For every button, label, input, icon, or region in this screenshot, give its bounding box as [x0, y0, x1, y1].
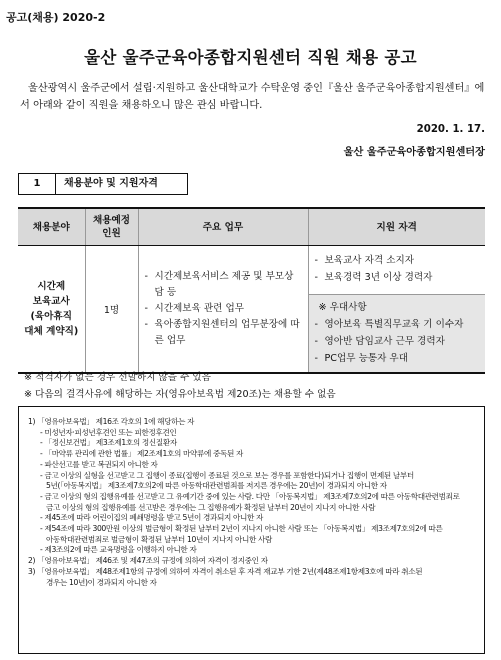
pref-item: - PC업무 능통자 우대 [314, 353, 408, 364]
law-item: - 제45조에 따라 어린이집의 폐쇄명령을 받고 5년이 경과되지 아니한 자 [40, 513, 264, 523]
page-title: 울산 울주군육아종합지원센터 직원 채용 공고 [84, 48, 417, 67]
header-duties: 주요 업무 [138, 208, 308, 246]
law-item: - 제3조의2에 따른 교육명령을 이행하지 아니한 자 [40, 545, 197, 555]
pref-item: - 영아반 담임교사 근무 경력자 [314, 336, 445, 347]
law-item: - 금고 이상의 실형을 선고받고 그 집행이 종료(집행이 종료된 것으로 보는 경우를 포함한다)되거나 집행이 면제된 날부터 [40, 470, 414, 480]
header-field: 채용분야 [18, 208, 85, 246]
cell-count: 1명 [85, 246, 138, 374]
section-title: 채용분야 및 지원자격 [64, 178, 158, 189]
header-quals: 지원 자격 [308, 208, 485, 246]
header-count-line1: 채용예정 [92, 215, 131, 226]
table-row [18, 246, 485, 374]
cell-quals [308, 246, 485, 374]
preferences-title: ※ 우대사항 [318, 302, 367, 313]
notice-number: 공고(채용) 2020-2 [6, 11, 106, 24]
header-count-line2: 인원 [102, 228, 121, 239]
qual-item: - 보육경력 3년 이상 경력자 [314, 272, 433, 283]
header-count [85, 208, 138, 246]
law-item: 2) 「영유아보육법」 제46조 및 제47조의 규정에 의하여 자격이 정지중인 자 [28, 556, 268, 566]
law-item: - 파산선고를 받고 복권되지 아니한 자 [40, 459, 158, 469]
duty-item: - 육아종합지원센터의 업무분장에 따른 업무 [144, 319, 300, 346]
field-line: 시간제 [37, 281, 66, 292]
section-number: 1 [19, 174, 56, 194]
recruitment-table [18, 207, 485, 374]
law-item: - 미성년자·피성년후견인 또는 피한정후견인 [40, 427, 177, 437]
disqualification-list [28, 417, 480, 588]
law-item: 3) 「영유아보육법」 제48조제1항의 규정에 의하여 자격이 취소된 후 자격 재교부 기한 2년(제48조제1항제3호에 따라 취소된 [28, 566, 423, 576]
law-item: - 「마약류 관리에 관한 법률」 제2조제1호의 마약류에 중독된 자 [40, 449, 244, 459]
qualifications [309, 246, 486, 295]
pref-item: - 영아보육 특별직무교육 기 이수자 [314, 319, 464, 330]
cell-field [18, 246, 85, 374]
table-header-row [18, 208, 485, 246]
law-item: - 「정신보건법」 제3조제1호의 정신질환자 [40, 438, 177, 448]
section-header [18, 173, 188, 195]
issuer-org: 울산 울주군육아종합지원센터장 [343, 147, 485, 158]
field-line: (육아휴직 [30, 311, 72, 322]
law-item: 금고 이상의 형의 집행유예를 선고받은 경우에는 그 집행유예가 확정된 날부터 20년이 지나지 아니한 사람 [46, 502, 376, 512]
law-item: 1) 「영유아보육법」 제16조 각호의 1에 해당하는 자 [28, 417, 195, 426]
note-no-candidate: ※ 적격자가 없는 경우 선발하지 않을 수 있음 [24, 372, 211, 383]
law-item: 아동학대관련범죄로 벌금형이 확정된 날부터 10년이 지나지 아니한 사람 [46, 534, 272, 544]
law-item: 경우는 10년)이 경과되지 아니한 자 [46, 577, 157, 587]
qual-item: - 보육교사 자격 소지자 [314, 255, 415, 266]
field-line: 보육교사 [32, 296, 70, 307]
law-item: 5년(「아동복지법」 제3조제7호의2에 따른 아동학대관련범죄를 저지른 경우에는 20년)이 경과되지 아니한 자 [46, 481, 387, 491]
field-line: 대체 계약직) [24, 326, 79, 337]
preferences-box [309, 295, 486, 372]
notice-date: 2020. 1. 17. [416, 124, 485, 135]
note-disqualification: ※ 다음의 결격사유에 해당하는 자(영유아보육법 제20조)는 채용할 수 없음 [24, 389, 336, 400]
law-item: - 금고 이상의 형의 집행유예를 선고받고 그 유예기간 중에 있는 사람. 다만 「아동복지법」 제3조제7호의2에 따른 아동학대관련범죄로 [40, 491, 460, 501]
duty-item: - 시간제보육서비스 제공 및 부모상담 등 [144, 271, 294, 298]
duty-item: - 시간제보육 관련 업무 [144, 303, 245, 314]
intro-paragraph: 울산광역시 울주군에서 설립·지원하고 울산대학교가 수탁운영 중인『울산 울주군육아종합지원센터』에서 아래와 같이 직원을 채용하오니 많은 관심 바랍니다. [20, 83, 485, 111]
cell-duties [138, 246, 308, 374]
law-item: - 제54조에 따라 300만원 이상의 벌금형이 확정된 날부터 2년이 지나지 아니한 사람 또는 「아동복지법」 제3조제7호의2에 따른 [40, 524, 443, 534]
